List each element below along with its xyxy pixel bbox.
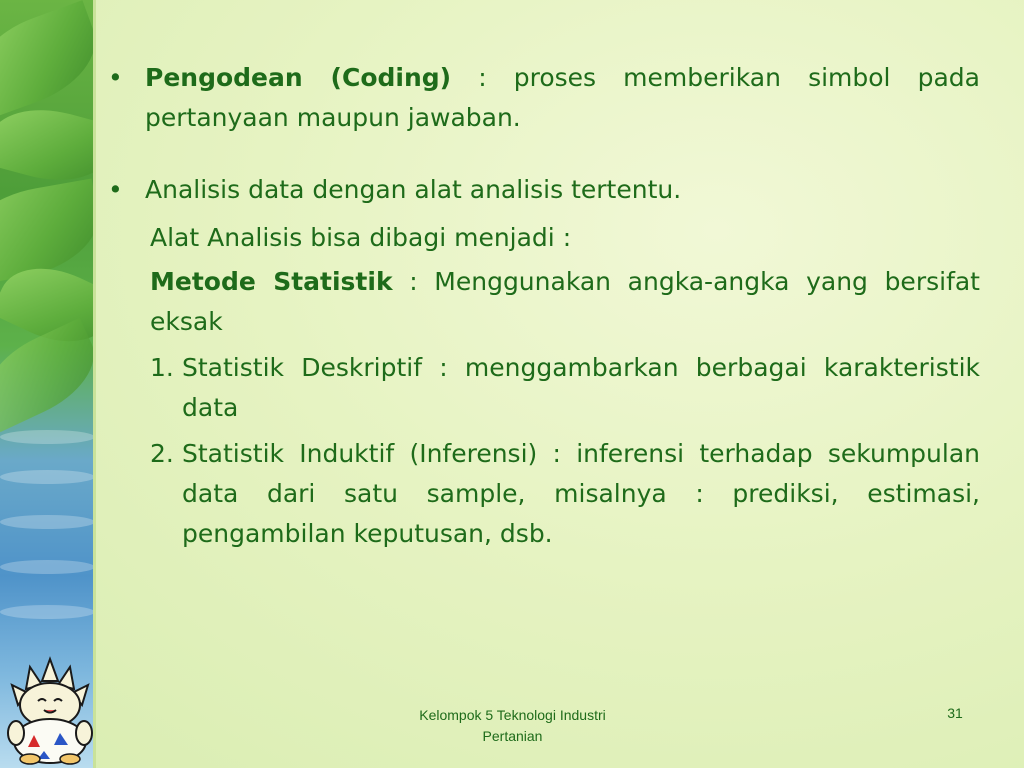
numbered-item-deskriptif [108,348,980,428]
term-metode-statistik: Metode Statistik [150,267,393,296]
term-coding: Pengodean (Coding) [145,63,452,92]
water-ripple [0,470,95,484]
water-ripple [0,605,95,619]
text-induktif: Statistik Induktif (Inferensi) : inferensi terhadap sekumpulan data dari satu sample, misalnya : prediksi, estimasi, pengambilan keputusan, dsb. [182,439,980,548]
bullet-dot: • [108,175,123,204]
bullet-dot: • [108,63,123,92]
togepi-mascot-icon [4,655,96,765]
slide-body [108,58,980,554]
strip-divider [93,0,96,768]
bullet-item-analisis [108,170,980,210]
leaf-decoration [0,318,95,432]
number-label: 1. [150,353,174,382]
text-metode-statistik: : Menggunakan angka-angka yang bersifat eksak [150,267,980,336]
numbered-item-induktif [108,434,980,554]
text-deskriptif: Statistik Deskriptif : menggambarkan berbagai karakteristik data [182,353,980,422]
metode-statistik [108,262,980,342]
water-ripple [0,515,95,529]
water-ripple [0,430,95,444]
text-analisis: Analisis data dengan alat analisis tertentu. [145,175,682,204]
leaf-decoration [0,0,95,120]
water-ripple [0,560,95,574]
decorative-side-strip [0,0,95,768]
line-alat-analisis: Alat Analisis bisa dibagi menjadi : [150,223,572,252]
footer-title: Kelompok 5 Teknologi Industri Pertanian [419,707,606,744]
number-label: 2. [150,439,174,468]
page-number: 31 [947,705,963,721]
bullet-item-coding [108,58,980,138]
text-coding: : proses memberikan simbol pada pertanyaan maupun jawaban. [145,63,980,132]
